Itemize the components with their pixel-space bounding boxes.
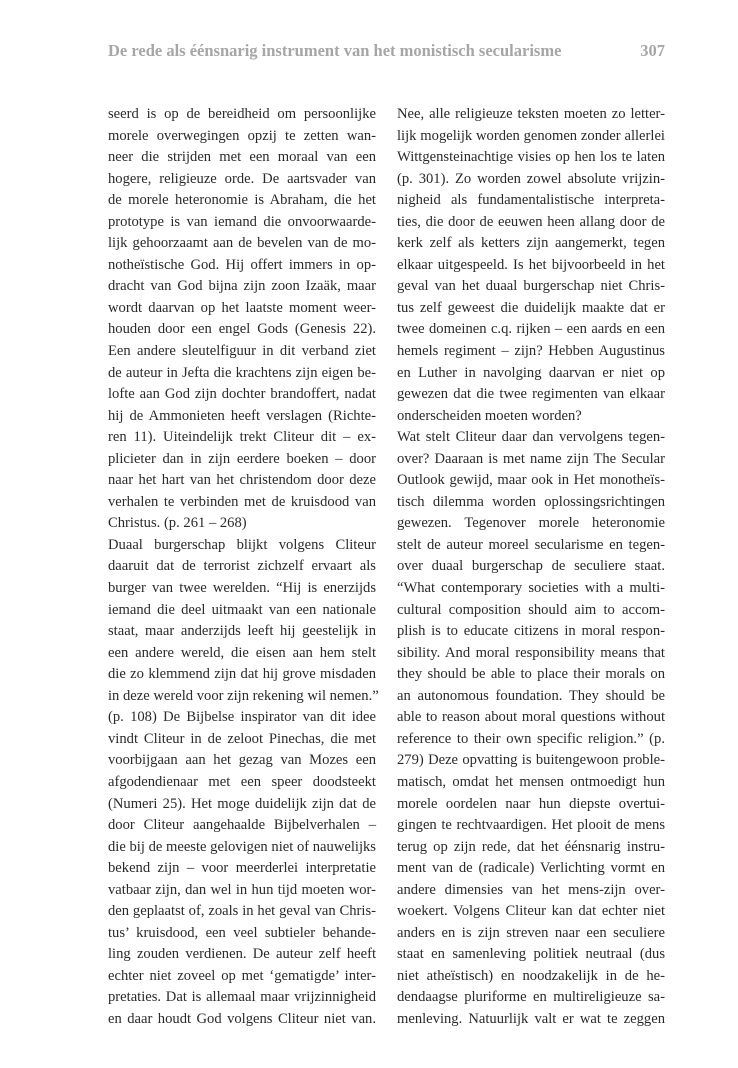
text-line: echter niet zoveel op met ‘gematigde’ inter- [108, 967, 376, 984]
text-line: vatbaar zijn, dan wel in hun tijd moeten wor- [108, 881, 376, 898]
right-column [397, 104, 665, 1031]
text-line: kerk zelf als ketters zijn aangemerkt, tegen [397, 235, 665, 252]
text-line: woekert. Volgens Cliteur kan dat echter niet [397, 903, 665, 920]
text-line: niet atheïstisch) en noodzakelijk in de he- [397, 967, 665, 984]
text-line: iemand die deel uitmaakt van een nationale [108, 601, 376, 618]
text-line: over duaal burgerschap de seculiere staat. [397, 558, 665, 575]
text-line: en Luther in navolging daarvan er niet op [397, 364, 665, 381]
text-line: morele overwegingen opzij te zetten wan- [108, 127, 376, 144]
text-line: terug op zijn rede, dat het éénsnarig instru- [397, 838, 665, 855]
text-line: en daar houdt God volgens Cliteur niet van. [108, 1010, 376, 1027]
text-line: andere dimensies van het mens-zijn over- [397, 881, 665, 898]
text-line: gewezen dat die twee regimenten van elkaar [397, 386, 665, 403]
text-line: afgodendienaar met een speer doodsteekt [108, 773, 376, 790]
text-line: Wittgensteinachtige visies op hen los te laten [397, 149, 665, 166]
text-line: (Numeri 25). Het moge duidelijk zijn dat de [108, 795, 376, 812]
text-line: gingen te rechtvaardigen. Het plooit de mens [397, 817, 665, 834]
text-line: neer die strijden met een moraal van een [108, 149, 376, 166]
text-line: reference to their own specific religion.” (p. [397, 730, 665, 747]
text-line: den geplaatst of, zoals in het geval van Chris- [108, 903, 376, 920]
text-line: de morele heteronomie is Abraham, die het [108, 192, 376, 209]
text-line: een andere wereld, die eisen aan hem stelt [108, 644, 376, 661]
left-column [108, 104, 379, 1031]
text-line: Duaal burgerschap blijkt volgens Cliteur [108, 536, 376, 553]
text-line: matisch, omdat het mensen ontmoedigt hun [397, 773, 665, 790]
text-line: over? Daaraan is met name zijn The Secular [397, 450, 665, 467]
text-line: they should be able to place their morals on [397, 666, 665, 683]
text-line: tus zelf geweest die duidelijk maakte dat er [397, 299, 665, 316]
text-line: daaruit dat de terrorist zichzelf ervaart als [108, 558, 376, 575]
text-line: lofte aan God zijn dochter brandoffert, nadat [108, 386, 376, 403]
text-line: hogere, religieuze orde. De aartsvader van [108, 170, 376, 187]
text-line: stelt de auteur moreel secularisme en tegen- [397, 536, 665, 553]
page-number: 307 [640, 41, 665, 60]
text-line: lijk gehoorzaamt aan de bevelen van de mo- [108, 235, 376, 252]
text-line: ling zouden verdienen. De auteur zelf heeft [108, 946, 376, 963]
text-line: dracht van God bijna zijn zoon Izaäk, maar [108, 278, 376, 295]
text-line: plish is to educate citizens in moral respon- [397, 623, 665, 640]
text-line: verhalen te verbinden met de kruisdood van [108, 493, 376, 510]
text-line: prototype is van iemand die onvoorwaarde- [108, 213, 376, 230]
text-line: die bij de meeste gelovigen niet of nauwelijks [108, 838, 376, 855]
text-line: dendaagse pluriforme en multireligieuze sa- [397, 989, 665, 1006]
running-header [108, 40, 665, 62]
text-line: an autonomous foundation. They should be [397, 687, 665, 704]
text-line: twee domeinen c.q. rijken – een aards en een [397, 321, 665, 338]
text-line: door Cliteur aangehaalde Bijbelverhalen – [108, 817, 376, 834]
text-line: (p. 301). Zo worden zowel absolute vrijzin- [397, 170, 665, 187]
text-line: hemels regiment – zijn? Hebben Augustinus [397, 343, 665, 360]
text-line: notheïstische God. Hij offert immers in op- [108, 256, 376, 273]
text-line: staat en samenleving politiek neutraal (dus [397, 946, 665, 963]
text-line: morele oordelen naar hun diepste overtui- [397, 795, 665, 812]
text-line: in deze wereld voor zijn rekening wil nemen.” [108, 687, 379, 704]
text-line: Outlook gewijd, maar ook in Het monotheïs- [397, 472, 665, 489]
text-line: tisch dilemma worden oplossingsrichtingen [397, 493, 665, 510]
text-line: nigheid als fundamentalistische interpreta- [397, 192, 665, 209]
text-line: ren 11). Uiteindelijk trekt Cliteur dit – ex- [108, 429, 376, 446]
text-line: sibility. And moral responsibility means that [397, 644, 665, 661]
text-line: menleving. Natuurlijk valt er wat te zeggen [397, 1010, 665, 1027]
text-line: voorbijgaan aan het gezag van Mozes een [108, 752, 376, 769]
text-line: houden door een engel Gods (Genesis 22). [108, 321, 376, 338]
text-line: pretaties. Dat is allemaal maar vrijzinnigheid [108, 989, 376, 1006]
text-line: tus’ kruisdood, een veel subtieler behande- [108, 924, 376, 941]
running-title: De rede als éénsnarig instrument van het monistisch secularisme [108, 41, 562, 60]
text-line: naar het hart van het christendom door deze [108, 472, 376, 489]
text-line: die zo klemmend zijn dat hij grove misdaden [108, 666, 376, 683]
text-line: Wat stelt Cliteur daar dan vervolgens tegen- [397, 429, 665, 446]
text-line: 279) Deze opvatting is buitengewoon proble- [397, 752, 665, 769]
text-line: onderscheiden moeten worden? [397, 407, 582, 424]
text-line: ment van de (radicale) Verlichting vormt en [397, 860, 665, 877]
text-line: vindt Cliteur in de zeloot Pinechas, die met [108, 730, 376, 747]
text-line: wordt daarvan op het laatste moment weer- [108, 299, 376, 316]
text-line: Een andere sleutelfiguur in dit verband ziet [108, 343, 376, 360]
text-line: cultural composition should aim to accom- [397, 601, 665, 618]
text-line: elkaar uitgespeeld. Is het bijvoorbeeld in het [397, 256, 665, 273]
text-line: (p. 108) De Bijbelse inspirator van dit idee [108, 709, 376, 726]
text-line: lijk mogelijk worden genomen zonder allerlei [397, 127, 665, 144]
text-line: geval van het duaal burgerschap niet Chris- [397, 278, 665, 295]
text-line: anders en is zijn streven naar een seculiere [397, 924, 665, 941]
text-line: “What contemporary societies with a multi- [397, 580, 665, 597]
text-line: Christus. (p. 261 – 268) [108, 515, 247, 532]
text-line: plicieter dan in zijn eerdere boeken – door [108, 450, 376, 467]
text-line: hij de Ammonieten heeft verslagen (Richte- [108, 407, 376, 424]
text-line: ties, die door de eeuwen heen allang door de [397, 213, 665, 230]
text-line: seerd is op de bereidheid om persoonlijke [108, 106, 376, 122]
text-line: gewezen. Tegenover morele heteronomie [397, 515, 665, 532]
text-line: de auteur in Jefta die krachtens zijn eigen be- [108, 364, 376, 381]
text-line: staat, maar anderzijds leeft hij geestelijk in [108, 623, 376, 640]
text-line: burger van twee werelden. “Hij is enerzijds [108, 580, 376, 597]
text-line: Nee, alle religieuze teksten moeten zo letter- [397, 106, 665, 122]
text-line: bekend zijn – voor meerderlei interpretatie [108, 860, 376, 877]
text-line: able to reason about moral questions without [397, 709, 665, 726]
